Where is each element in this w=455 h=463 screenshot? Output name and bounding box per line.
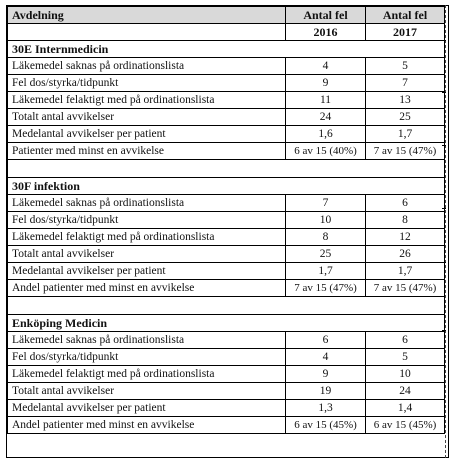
value-2017: 7 av 15 (47%) [366,280,445,297]
header-errors-2016: Antal fel [286,7,366,24]
row-label: Läkemedel felaktigt med på ordinationslista [8,366,286,383]
table-row [8,280,445,297]
section-title-row [8,178,445,195]
table-row [8,246,445,263]
value-2017: 12 [366,229,445,246]
row-label: Totalt antal avvikelser [8,109,286,126]
value-2017: 24 [366,383,445,400]
row-label: Läkemedel felaktigt med på ordinationslista [8,229,286,246]
value-2016: 19 [286,383,366,400]
edge-tick [442,145,446,146]
header-errors-2017: Antal fel [366,7,445,24]
value-2016: 24 [286,109,366,126]
row-label: Fel dos/styrka/tidpunkt [8,75,286,92]
value-2017: 8 [366,212,445,229]
table-row [8,332,445,349]
spacer-cell [8,160,445,178]
value-2017: 1,4 [366,400,445,417]
value-2017: 7 av 15 (47%) [366,143,445,160]
value-2017: 1,7 [366,126,445,143]
table-row [8,400,445,417]
header-department: Avdelning [8,7,286,24]
spacer-cell [8,297,445,315]
value-2016: 9 [286,366,366,383]
row-label: Läkemedel saknas på ordinationslista [8,332,286,349]
value-2017: 10 [366,366,445,383]
value-2017: 25 [366,109,445,126]
row-label: Medelantal avvikelser per patient [8,126,286,143]
value-2016: 7 av 15 (47%) [286,280,366,297]
section-spacer [8,160,445,178]
value-2016: 7 [286,195,366,212]
table-row [8,349,445,366]
edge-tick [442,330,446,331]
row-label: Totalt antal avvikelser [8,246,286,263]
section-title: 30F infektion [8,178,445,195]
row-label: Fel dos/styrka/tidpunkt [8,349,286,366]
value-2016: 4 [286,349,366,366]
table-row [8,417,445,434]
year-2016: 2016 [286,24,366,41]
edge-tick [442,92,446,93]
year-row [8,24,445,41]
row-label: Läkemedel felaktigt med på ordinationslista [8,92,286,109]
section-spacer [8,297,445,315]
row-label: Fel dos/styrka/tidpunkt [8,212,286,229]
value-2017: 1,7 [366,263,445,280]
section-title: 30E Internmedicin [8,41,445,58]
table-row [8,92,445,109]
value-2017: 7 [366,75,445,92]
value-2016: 8 [286,229,366,246]
value-2017: 6 [366,332,445,349]
value-2016: 6 av 15 (40%) [286,143,366,160]
value-2017: 26 [366,246,445,263]
row-label: Läkemedel saknas på ordinationslista [8,195,286,212]
row-label: Medelantal avvikelser per patient [8,263,286,280]
table-row [8,229,445,246]
row-label: Läkemedel saknas på ordinationslista [8,58,286,75]
value-2016: 1,7 [286,263,366,280]
value-2016: 11 [286,92,366,109]
table-row [8,75,445,92]
year-2017: 2017 [366,24,445,41]
edge-tick [442,208,446,209]
table-row [8,109,445,126]
value-2016: 1,3 [286,400,366,417]
value-2017: 13 [366,92,445,109]
table-row [8,366,445,383]
value-2017: 6 av 15 (45%) [366,417,445,434]
page-edge-rule [445,5,447,458]
deviation-table [7,6,445,434]
value-2016: 25 [286,246,366,263]
value-2016: 10 [286,212,366,229]
row-label: Medelantal avvikelser per patient [8,400,286,417]
row-label: Andel patienter med minst en avvikelse [8,280,286,297]
section-title: Enköping Medicin [8,315,445,332]
value-2016: 6 av 15 (45%) [286,417,366,434]
edge-tick [442,40,446,41]
table-row [8,383,445,400]
value-2017: 5 [366,349,445,366]
value-2017: 6 [366,195,445,212]
table-row [8,126,445,143]
row-label: Totalt antal avvikelser [8,383,286,400]
year-row-blank [8,24,286,41]
section-title-row [8,315,445,332]
value-2016: 9 [286,75,366,92]
value-2017: 5 [366,58,445,75]
row-label: Patienter med minst en avvikelse [8,143,286,160]
table-row [8,58,445,75]
table-row [8,143,445,160]
table-row [8,195,445,212]
value-2016: 4 [286,58,366,75]
header-row [8,7,445,24]
row-label: Andel patienter med minst en avvikelse [8,417,286,434]
table-row [8,263,445,280]
table-frame [6,5,449,458]
edge-tick [442,262,446,263]
value-2016: 6 [286,332,366,349]
table-row [8,212,445,229]
section-title-row [8,41,445,58]
value-2016: 1,6 [286,126,366,143]
